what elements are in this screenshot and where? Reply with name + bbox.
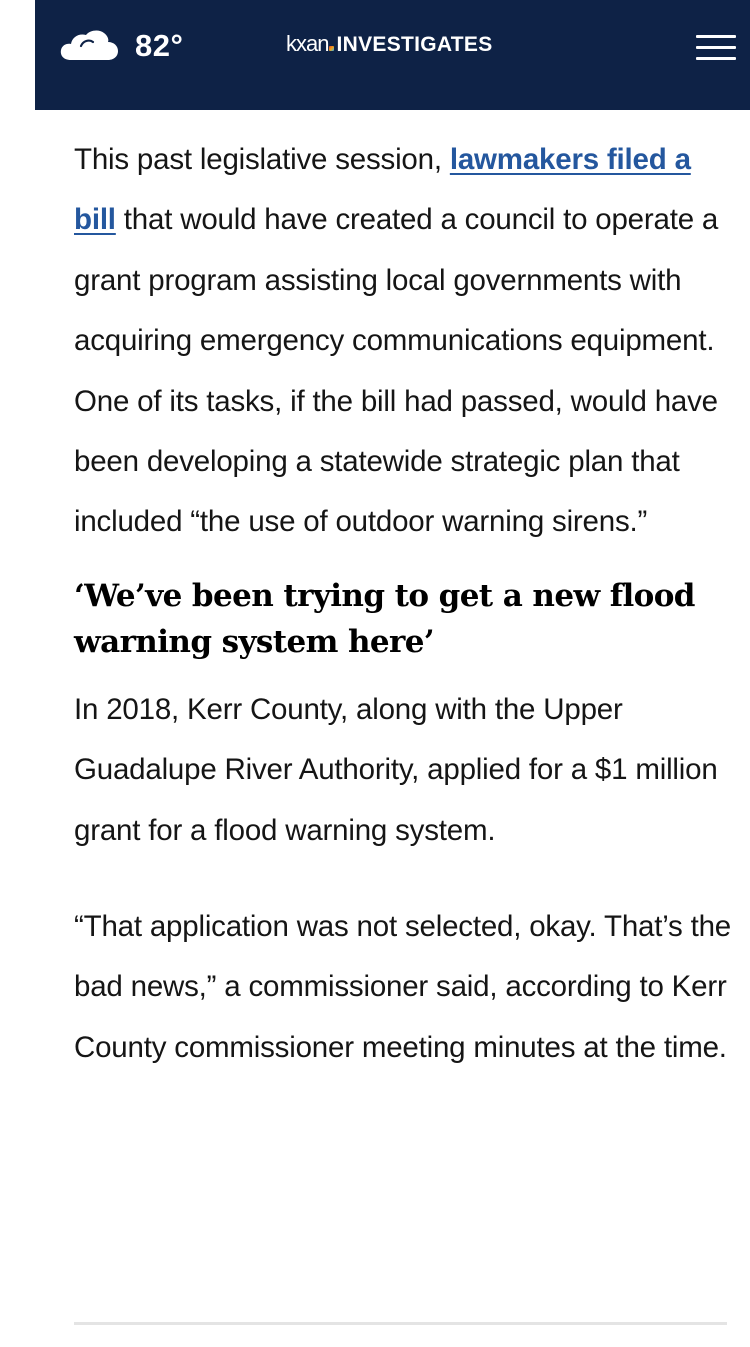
paragraph-2018-grant: In 2018, Kerr County, along with the Upper Guadalupe River Authority, applied for a $1 million grant for a flood warning system. — [74, 692, 718, 847]
cloud-icon — [59, 29, 119, 63]
section-heading: ‘We’ve been trying to get a new flood warning system here’ — [74, 577, 695, 660]
site-logo[interactable] — [286, 31, 493, 57]
section-divider — [74, 1322, 727, 1325]
logo-kxan-text: kxan — [286, 31, 329, 56]
menu-bar-middle — [696, 46, 736, 49]
article-body — [74, 130, 734, 1078]
logo-investigates-text: INVESTIGATES — [336, 33, 493, 56]
paragraph-text-end: that would have created a council to operate a grant program assisting local governments with acquiring emergency communications equipment. One of its tasks, if the bill had passed, would have been developing a statewide strategic plan that included “the use of outdoor warning sirens.” — [74, 203, 719, 539]
weather-widget[interactable] — [59, 26, 183, 66]
site-header — [35, 0, 750, 110]
temperature-label: 82° — [135, 28, 184, 63]
paragraph-legislative-session — [74, 130, 734, 553]
logo-peacock-icon — [329, 46, 334, 51]
menu-bar-bottom — [696, 57, 736, 60]
lawmakers-filed-bill-link[interactable]: lawmakers filed a bill — [74, 143, 691, 237]
paragraph-text-start: This past legislative session, — [74, 143, 450, 176]
paragraph-commissioner-quote: “That application was not selected, okay. That’s the bad news,” a commissioner said, according to Kerr County commissioner meeting minutes at the time. — [74, 910, 732, 1064]
hamburger-menu-icon[interactable] — [695, 31, 739, 63]
menu-bar-top — [696, 35, 736, 38]
